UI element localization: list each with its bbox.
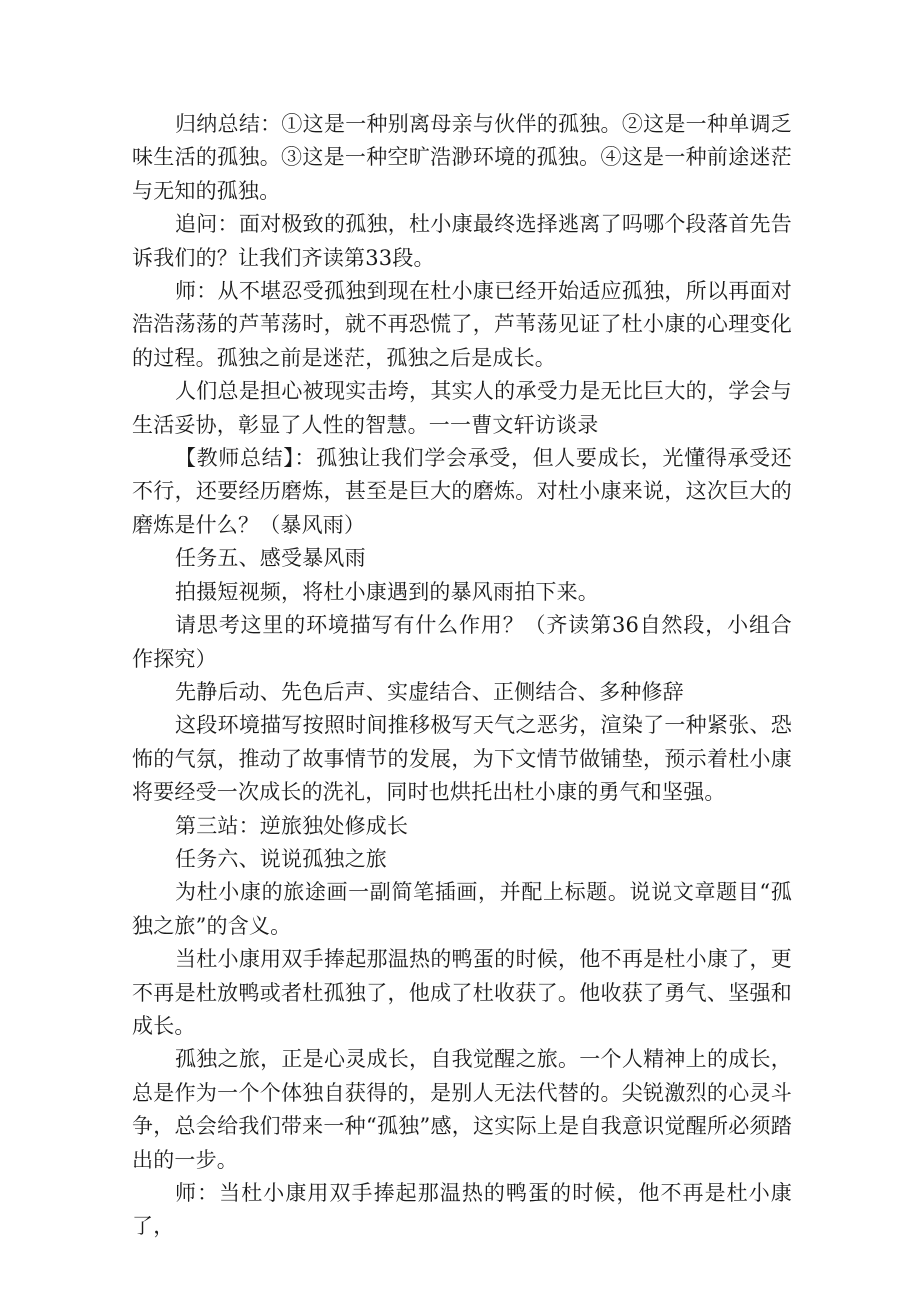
paragraph-illustration-task: 为杜小康的旅途画一副简笔插画，并配上标题。说说文章题目“孤独之旅”的含义。 [132,880,792,938]
paragraph-teacher-closing: 师：当杜小康用双手捧起那温热的鸭蛋的时候，他不再是杜小康了， [132,1181,792,1239]
paragraph-teacher-summary: 【教师总结】：孤独让我们学会承受，但人要成长，光懂得承受还不行，还要经历磨炼，甚至是巨大的磨炼。对杜小康来说，这次巨大的磨炼是什么？（暴风雨） [132,446,792,537]
paragraph-video-task: 拍摄短视频，将杜小康遇到的暴风雨拍下来。 [175,579,599,604]
paragraph-quote: 人们总是担心被现实击垮，其实人的承受力是无比巨大的，学会与生活妥协，彰显了人性的智慧。一一曹文轩访谈录 [132,379,792,437]
paragraph-harvest: 当杜小康用双手捧起那温热的鸭蛋的时候，他不再是杜小康了，更不再是杜放鸭或者杜孤独了，他成了杜收获了。他收获了勇气、坚强和成长。 [132,947,792,1038]
paragraph-environment-question: 请思考这里的环境描写有什么作用？（齐读第36自然段，小组合作探究） [132,613,792,671]
paragraph-summary: 归纳总结：①这是一种别离母亲与伙伴的孤独。②这是一种单调乏味生活的孤独。③这是一种空旷浩渺环境的孤独。④这是一种前途迷茫与无知的孤独。 [132,112,792,203]
paragraph-task-five: 任务五、感受暴风雨 [175,546,366,571]
paragraph-techniques: 先静后动、先色后声、实虚结合、正侧结合、多种修辞 [175,679,684,704]
paragraph-teacher-remark: 师：从不堪忍受孤独到现在杜小康已经开始适应孤独，所以再面对浩浩荡荡的芦苇荡时，就不再恐慌了，芦苇荡见证了杜小康的心理变化的过程。孤独之前是迷茫，孤独之后是成长。 [132,279,792,370]
paragraph-task-six: 任务六、说说孤独之旅 [175,846,387,871]
paragraph-environment-answer: 这段环境描写按照时间推移极写天气之恶劣，渲染了一种紧张、恐怖的气氛，推动了故事情节的发展，为下文情节做铺垫，预示着杜小康将要经受一次成长的洗礼，同时也烘托出杜小康的勇气和坚强。 [132,713,792,805]
paragraph-question: 追问：面对极致的孤独，杜小康最终选择逃离了吗哪个段落首先告诉我们的？让我们齐读第33段。 [132,212,792,270]
paragraph-journey-meaning: 孤独之旅，正是心灵成长，自我觉醒之旅。一个人精神上的成长，总是作为一个个体独自获得的，是别人无法代替的。尖锐激烈的心灵斗争，总会给我们带来一种“孤独”感，这实际上是自我意识觉醒所必须踏出的一步。 [132,1047,792,1172]
paragraph-stage-three: 第三站：逆旅独处修成长 [175,813,409,838]
